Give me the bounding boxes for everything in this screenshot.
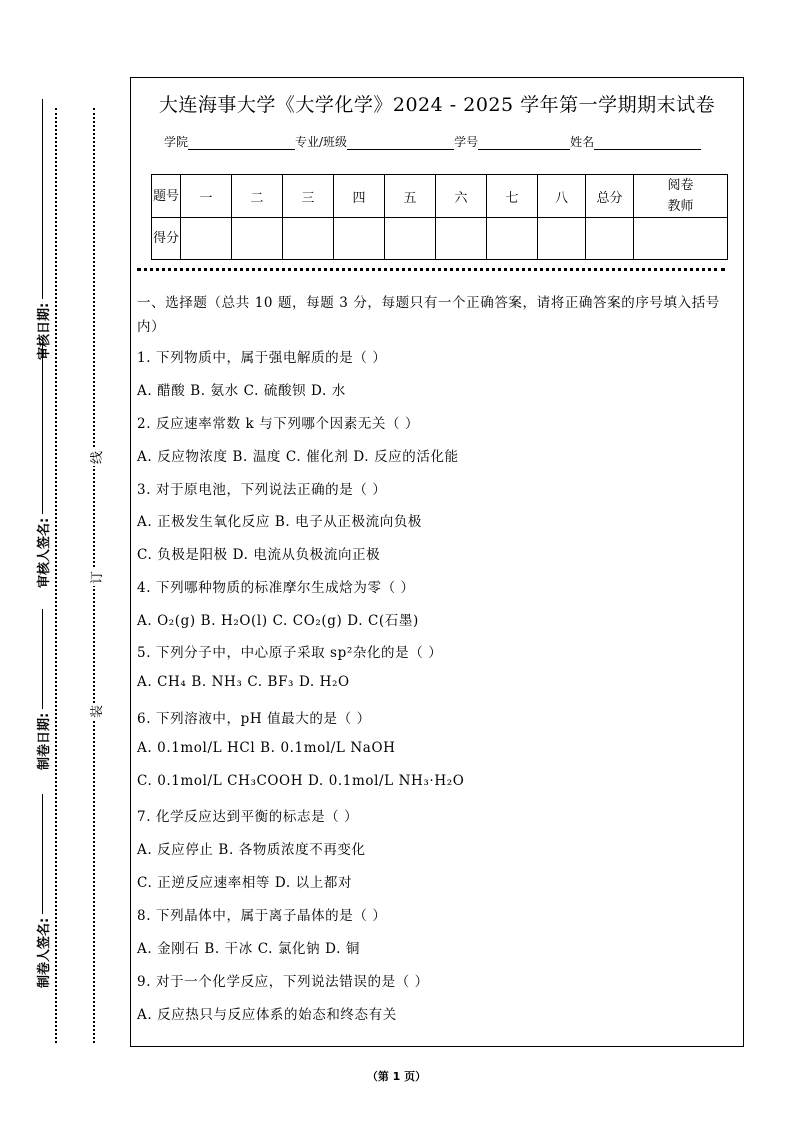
- reviewer-sign-label: 审核人签名:: [37, 517, 52, 588]
- section-intro: 一、选择题（总共 10 题，每题 3 分，每题只有一个正确答案，请将正确答案的序号填入括号内）: [137, 295, 720, 335]
- answer-line: A. O₂(g) B. H₂O(l) C. CO₂(g) D. C(石墨): [137, 613, 419, 629]
- exam-title: 大连海事大学《大学化学》2024 - 2025 学年第一学期期末试卷: [158, 94, 716, 116]
- question-line: 4. 下列哪种物质的标准摩尔生成焓为零（ ）: [137, 580, 415, 596]
- answer-line: A. 反应热只与反应体系的始态和终态有关: [137, 1007, 397, 1023]
- question-line: 8. 下列晶体中，属于离子晶体的是（ ）: [137, 908, 387, 924]
- score-cell[interactable]: [385, 218, 436, 260]
- total-score-cell[interactable]: [586, 218, 634, 260]
- question-line: 2. 反应速率常数 k 与下列哪个因素无关（ ）: [137, 416, 420, 432]
- major-input[interactable]: [347, 137, 454, 150]
- name-input[interactable]: [594, 137, 701, 150]
- col-total: 总分: [586, 175, 634, 218]
- college-label: 学院: [164, 135, 189, 149]
- answer-line: A. 反应物浓度 B. 温度 C. 催化剂 D. 反应的活化能: [137, 449, 459, 465]
- score-cell[interactable]: [334, 218, 385, 260]
- answer-line: A. 正极发生氧化反应 B. 电子从正极流向负极: [137, 514, 423, 530]
- answer-line: A. CH₄ B. NH₃ C. BF₃ D. H₂O: [137, 674, 350, 690]
- college-input[interactable]: [188, 137, 295, 150]
- score-label: 得分: [152, 218, 181, 260]
- question-line: 3. 对于原电池，下列说法正确的是（ ）: [137, 482, 387, 498]
- maker-sign-line: [42, 794, 43, 914]
- answer-line: A. 0.1mol/L HCl B. 0.1mol/L NaOH: [137, 740, 396, 756]
- page-number: （第 1 页）: [366, 1070, 427, 1083]
- make-date-field[interactable]: [33, 609, 52, 770]
- question-line: 6. 下列溶液中，pH 值最大的是（ ）: [137, 711, 371, 727]
- score-table: [151, 174, 728, 260]
- student-id-label: 学号: [454, 135, 479, 149]
- margin-dotted-line-outer: [55, 108, 57, 1043]
- maker-sign-label: 制卷人签名:: [37, 917, 52, 988]
- answer-line: A. 醋酸 B. 氨水 C. 硫酸钡 D. 水: [137, 383, 346, 399]
- answer-line: C. 0.1mol/L CH₃COOH D. 0.1mol/L NH₃·H₂O: [137, 773, 465, 789]
- col-6: 六: [436, 175, 487, 218]
- maker-sign-field[interactable]: [33, 794, 52, 988]
- col-8: 八: [538, 175, 586, 218]
- col-4: 四: [334, 175, 385, 218]
- reviewer-sign-line: [42, 344, 43, 514]
- answer-line: A. 金刚石 B. 干冰 C. 氯化钠 D. 铜: [137, 941, 360, 957]
- col-1: 一: [181, 175, 232, 218]
- score-cell[interactable]: [538, 218, 586, 260]
- grader-cell[interactable]: [634, 218, 728, 260]
- score-cell[interactable]: [436, 218, 487, 260]
- answer-line: C. 负极是阳极 D. 电流从负极流向正极: [137, 547, 381, 563]
- score-table-header-row: [152, 175, 728, 218]
- reviewer-sign-field[interactable]: [33, 344, 52, 588]
- question-line: 7. 化学反应达到平衡的标志是（ ）: [137, 809, 359, 825]
- question-number-label: 题号: [152, 175, 181, 218]
- col-3: 三: [283, 175, 334, 218]
- review-date-field[interactable]: [33, 99, 52, 360]
- major-label: 专业/班级: [295, 135, 348, 149]
- col-7: 七: [487, 175, 538, 218]
- dotted-separator: [137, 268, 725, 271]
- score-cell[interactable]: [283, 218, 334, 260]
- score-cell[interactable]: [487, 218, 538, 260]
- review-date-line: [42, 99, 43, 299]
- review-date-label: 审核日期:: [37, 302, 52, 360]
- score-cell[interactable]: [181, 218, 232, 260]
- score-table-score-row: [152, 218, 728, 260]
- student-info-row: [164, 133, 701, 150]
- answer-line: C. 正逆反应速率相等 D. 以上都对: [137, 875, 353, 891]
- question-line: 5. 下列分子中，中心原子采取 sp²杂化的是（ ）: [137, 645, 443, 661]
- col-5: 五: [385, 175, 436, 218]
- question-line: 9. 对于一个化学反应，下列说法错误的是（ ）: [137, 974, 429, 990]
- exam-paper-frame: [130, 77, 744, 1047]
- make-date-line: [42, 609, 43, 709]
- col-2: 二: [232, 175, 283, 218]
- question-line: 1. 下列物质中，属于强电解质的是（ ）: [137, 350, 387, 366]
- bind-label-seal: 装: [86, 703, 105, 720]
- bind-label-staple: 订: [86, 569, 105, 586]
- student-id-input[interactable]: [478, 137, 570, 150]
- make-date-label: 制卷日期:: [37, 712, 52, 770]
- score-cell[interactable]: [232, 218, 283, 260]
- bind-label-line: 线: [86, 449, 105, 466]
- col-grader: 阅卷教师: [634, 175, 728, 218]
- answer-line: A. 反应停止 B. 各物质浓度不再变化: [137, 842, 366, 858]
- name-label: 姓名: [570, 135, 595, 149]
